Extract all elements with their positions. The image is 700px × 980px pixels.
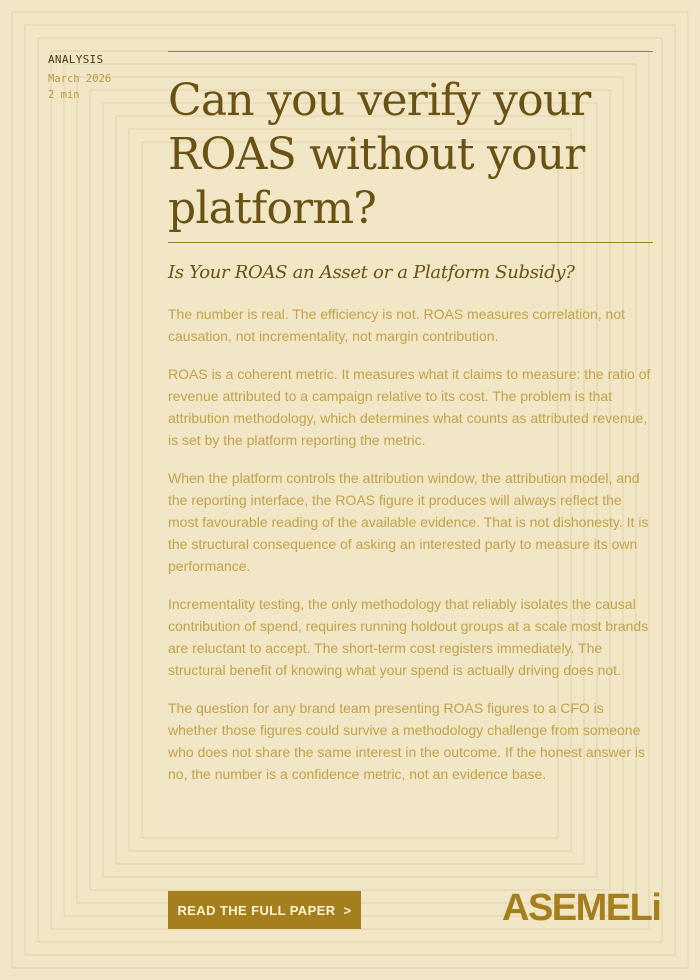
article-meta xyxy=(48,53,111,103)
top-divider xyxy=(168,51,653,52)
read-full-paper-label: READ THE FULL PAPER xyxy=(177,902,336,918)
article-body xyxy=(168,303,654,801)
paragraph: The number is real. The efficiency is not. ROAS measures correlation, not causation, not incrementality, not margin contribution. xyxy=(168,306,626,344)
article-subtitle: Is Your ROAS an Asset or a Platform Subsidy? xyxy=(168,262,575,283)
publish-date: March 2026 xyxy=(48,73,112,85)
paragraph: Incrementality testing, the only methodology that reliably isolates the causal contribution of spend, requires running holdout groups at a scale most brands are reluctant to accept. The short-term cost registers immediately. The structural benefit of knowing what your spend is actually driving does not. xyxy=(168,596,649,678)
paragraph: When the platform controls the attribution window, the attribution model, and the reporting interface, the ROAS figure it produces will always reflect the most favourable reading of the available evidence. That is not dishonesty. It is the structural consequence of asking an interested party to measure its own performance. xyxy=(168,470,649,574)
article-title: Can you verify your ROAS without your platform? xyxy=(168,75,591,234)
paragraph: The question for any brand team presenting ROAS figures to a CFO is whether those figures could survive a methodology challenge from someone who does not share the same interest in the outcome. If the honest answer is no, the number is a confidence metric, not an evidence base. xyxy=(168,700,646,782)
asemeli-logo: ASEMELi xyxy=(502,887,661,929)
chevron-right-icon: > xyxy=(343,902,352,918)
read-time: 2 min xyxy=(48,89,80,101)
title-divider xyxy=(168,242,653,243)
category-label: ANALYSIS xyxy=(48,53,104,66)
read-full-paper-button[interactable] xyxy=(168,891,361,929)
paragraph: ROAS is a coherent metric. It measures what it claims to measure: the ratio of revenue attributed to a campaign relative to its cost. The problem is that attribution methodology, which determines what counts as attributed revenue, is set by the platform reporting the metric. xyxy=(168,366,651,448)
